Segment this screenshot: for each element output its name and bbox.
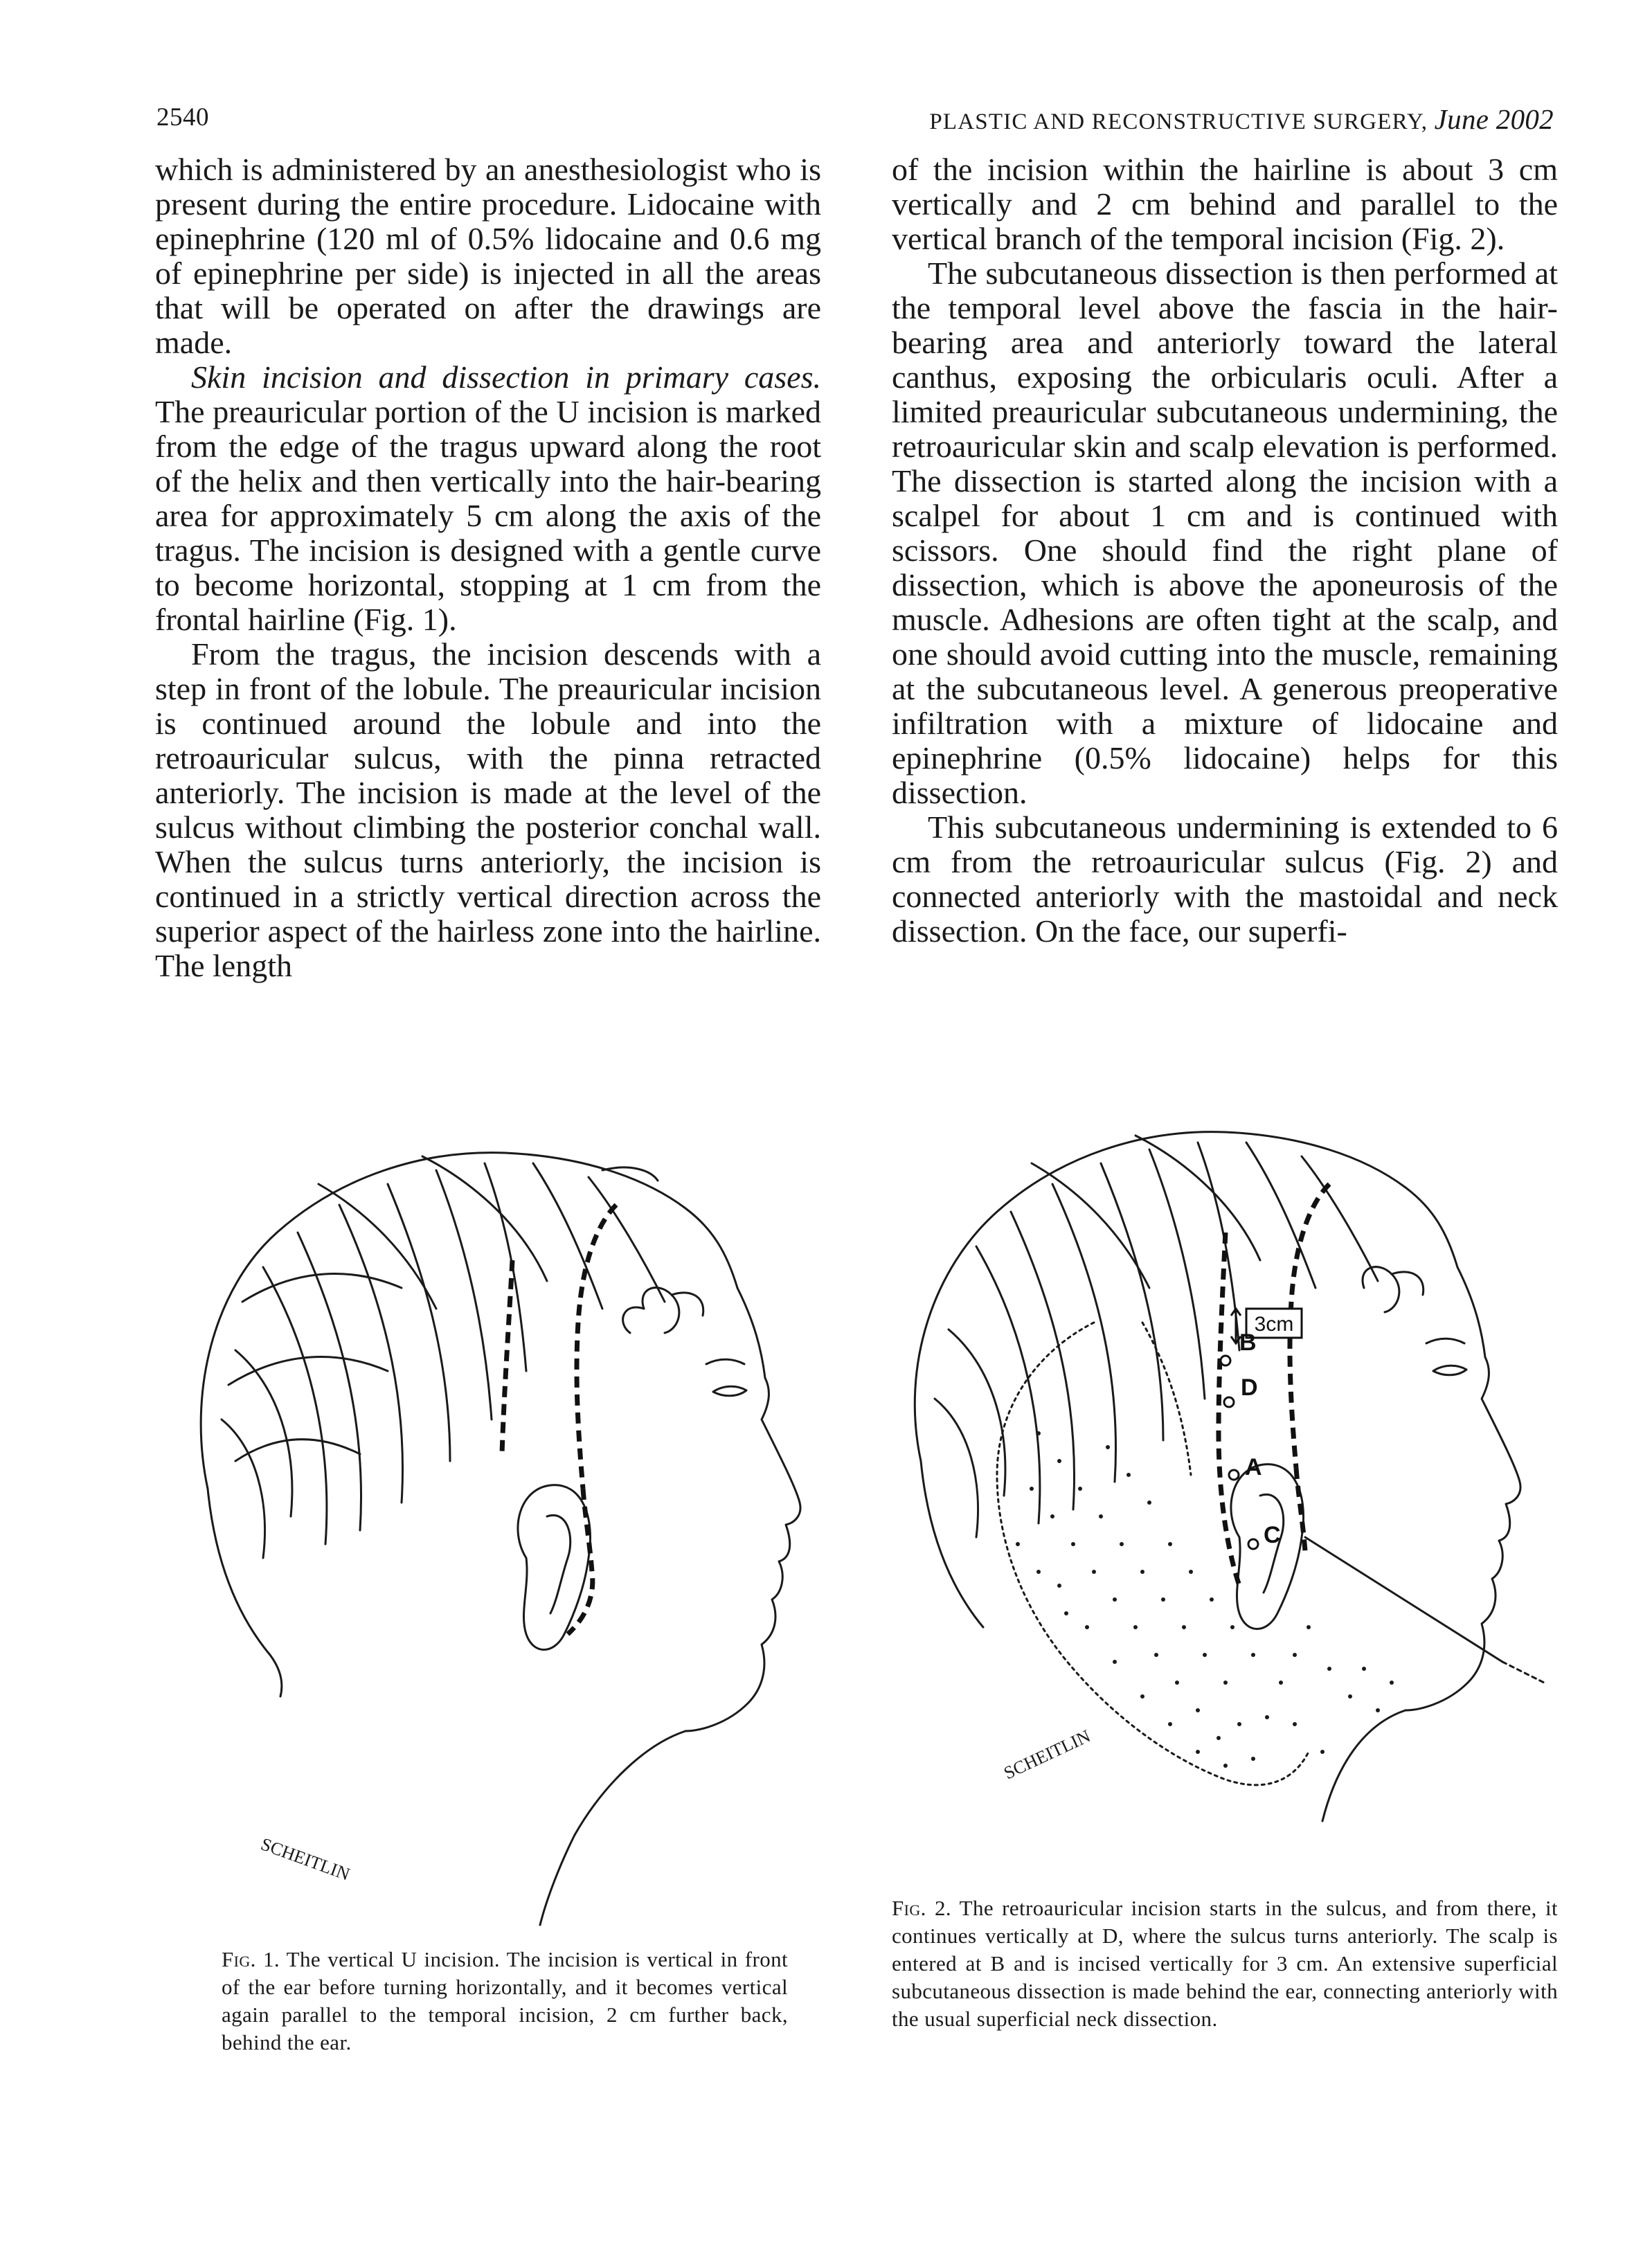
section-runin-heading: Skin incision and dissection in primary cases. bbox=[191, 359, 821, 395]
brow bbox=[1426, 1338, 1464, 1343]
hair-outline bbox=[915, 1132, 1457, 1461]
label-D: D bbox=[1241, 1374, 1258, 1401]
neck-front bbox=[540, 1731, 685, 1925]
face-profile bbox=[685, 1378, 800, 1731]
left-column bbox=[155, 152, 821, 983]
figure-1-caption bbox=[222, 1946, 788, 2057]
eye bbox=[713, 1386, 746, 1396]
ear-outline bbox=[518, 1485, 591, 1650]
label-B: B bbox=[1239, 1329, 1257, 1356]
eye bbox=[1433, 1365, 1466, 1375]
figure-1-signature: SCHEITLIN bbox=[258, 1834, 353, 1885]
figure-1-caption-label: Fig. 1. bbox=[222, 1947, 280, 1971]
figure-2 bbox=[879, 1059, 1586, 1939]
point-A-marker bbox=[1229, 1470, 1239, 1480]
neck-back bbox=[208, 1489, 282, 1696]
figure-2-caption-text: The retroauricular incision starts in the sulcus, and from there, it continues vertically at D, where the sulcus turns anteriorly. The scalp is entered at B and is incised vertically for 3 cm. An extensive superficial subcutaneous dissection is made behind the ear, connecting anteriorly with the usual superficial neck dissection. bbox=[892, 1896, 1558, 2031]
label-A: A bbox=[1245, 1454, 1262, 1480]
right-paragraph-1: of the incision within the hairline is about 3 cm vertically and 2 cm behind and parallel to the vertical branch of the temporal incision (Fig. 2). bbox=[892, 152, 1558, 256]
figure-2-illustration bbox=[879, 1059, 1586, 1939]
right-paragraph-2: The subcutaneous dissection is then performed at the temporal level above the fascia in the hair-bearing area and anteriorly toward the lateral canthus, exposing the orbicularis oculi. After a limited preauricular subcutaneous undermining, the retroauricular skin and scalp elevation is performed. The dissection is started along the incision with a scalpel for about 1 cm and is continued with scissors. One should find the right plane of dissection, which is above the aponeurosis of the muscle. Adhesions are often tight at the scalp, and one should avoid cutting into the muscle, remaining at the subcutaneous level. A generous preoperative infiltration with a mixture of lidocaine and epinephrine (0.5% lidocaine) helps for this dissection. bbox=[892, 256, 1558, 810]
skull-outline bbox=[1457, 1267, 1485, 1357]
hair-outline bbox=[201, 1153, 737, 1489]
right-paragraph-3: This subcutaneous undermining is extended to 6 cm from the retroauricular sulcus (Fig. 2) and connected anteriorly with the mastoidal and neck dissection. On the face, our superfi- bbox=[892, 809, 1558, 949]
figure-1 bbox=[159, 1059, 845, 1939]
neck-back bbox=[921, 1461, 983, 1627]
issue-date: June 2002 bbox=[1434, 103, 1554, 135]
ear-inner bbox=[547, 1515, 571, 1613]
left-paragraph-3: From the tragus, the incision descends with a step in front of the lobule. The preauricular incision is continued around the lobule and into the retroauricular sulcus, with the pinna retracted anteriorly. The incision is made at the level of the sulcus without climbing the posterior conchal wall. When the sulcus turns anteriorly, the incision is continued in a strictly vertical direction across the superior aspect of the hairless zone into the hairline. The length bbox=[155, 636, 821, 983]
point-B-marker bbox=[1221, 1356, 1230, 1365]
dissection-stipple bbox=[1016, 1431, 1394, 1768]
page-number: 2540 bbox=[156, 103, 209, 132]
skull-outline bbox=[737, 1288, 765, 1378]
figure-1-caption-text: The vertical U incision. The incision is vertical in front of the ear before turning horizontally, and it becomes vertical again parallel to the temporal incision, 2 cm further back, behind the ear. bbox=[222, 1947, 789, 2054]
right-column bbox=[892, 152, 1558, 949]
temporal-incision bbox=[577, 1205, 616, 1489]
label-3cm: 3cm bbox=[1254, 1313, 1294, 1336]
left-paragraph-1: which is administered by an anesthesiologist who is present during the entire procedure. Lidocaine with epinephrine (120 ml of 0.5% lidocaine and 0.6 mg of epinephrine per side) is injected in all the areas that will be operated on after the drawings are made. bbox=[155, 152, 821, 360]
figure-2-caption bbox=[892, 1894, 1558, 2033]
dissection-area-outline bbox=[997, 1323, 1309, 1785]
point-C-marker bbox=[1248, 1539, 1258, 1549]
brow bbox=[706, 1359, 744, 1364]
figure-1-illustration bbox=[159, 1059, 845, 1939]
running-header bbox=[929, 102, 1554, 136]
neck-front bbox=[1322, 1710, 1406, 1821]
preauricular-incision bbox=[568, 1489, 593, 1634]
retroauricular-incision bbox=[502, 1260, 512, 1454]
left-paragraph-2-text: The preauricular portion of the U incision is marked from the edge of the tragus upward along the root of the helix and then vertically into the hair-bearing area for approximately 5 cm along the axis of the tragus. The incision is designed with a gentle curve to become horizontal, stopping at 1 cm from the frontal hairline (Fig. 1). bbox=[155, 394, 821, 637]
point-D-marker bbox=[1224, 1397, 1234, 1407]
journal-name: PLASTIC AND RECONSTRUCTIVE SURGERY, bbox=[929, 109, 1428, 134]
label-C: C bbox=[1264, 1522, 1281, 1548]
left-paragraph-2 bbox=[155, 360, 821, 637]
face-profile bbox=[1406, 1357, 1520, 1710]
figure-2-signature: SCHEITLIN bbox=[1000, 1726, 1094, 1784]
retractor bbox=[1305, 1537, 1502, 1662]
figure-2-caption-label: Fig. 2. bbox=[892, 1896, 952, 1920]
